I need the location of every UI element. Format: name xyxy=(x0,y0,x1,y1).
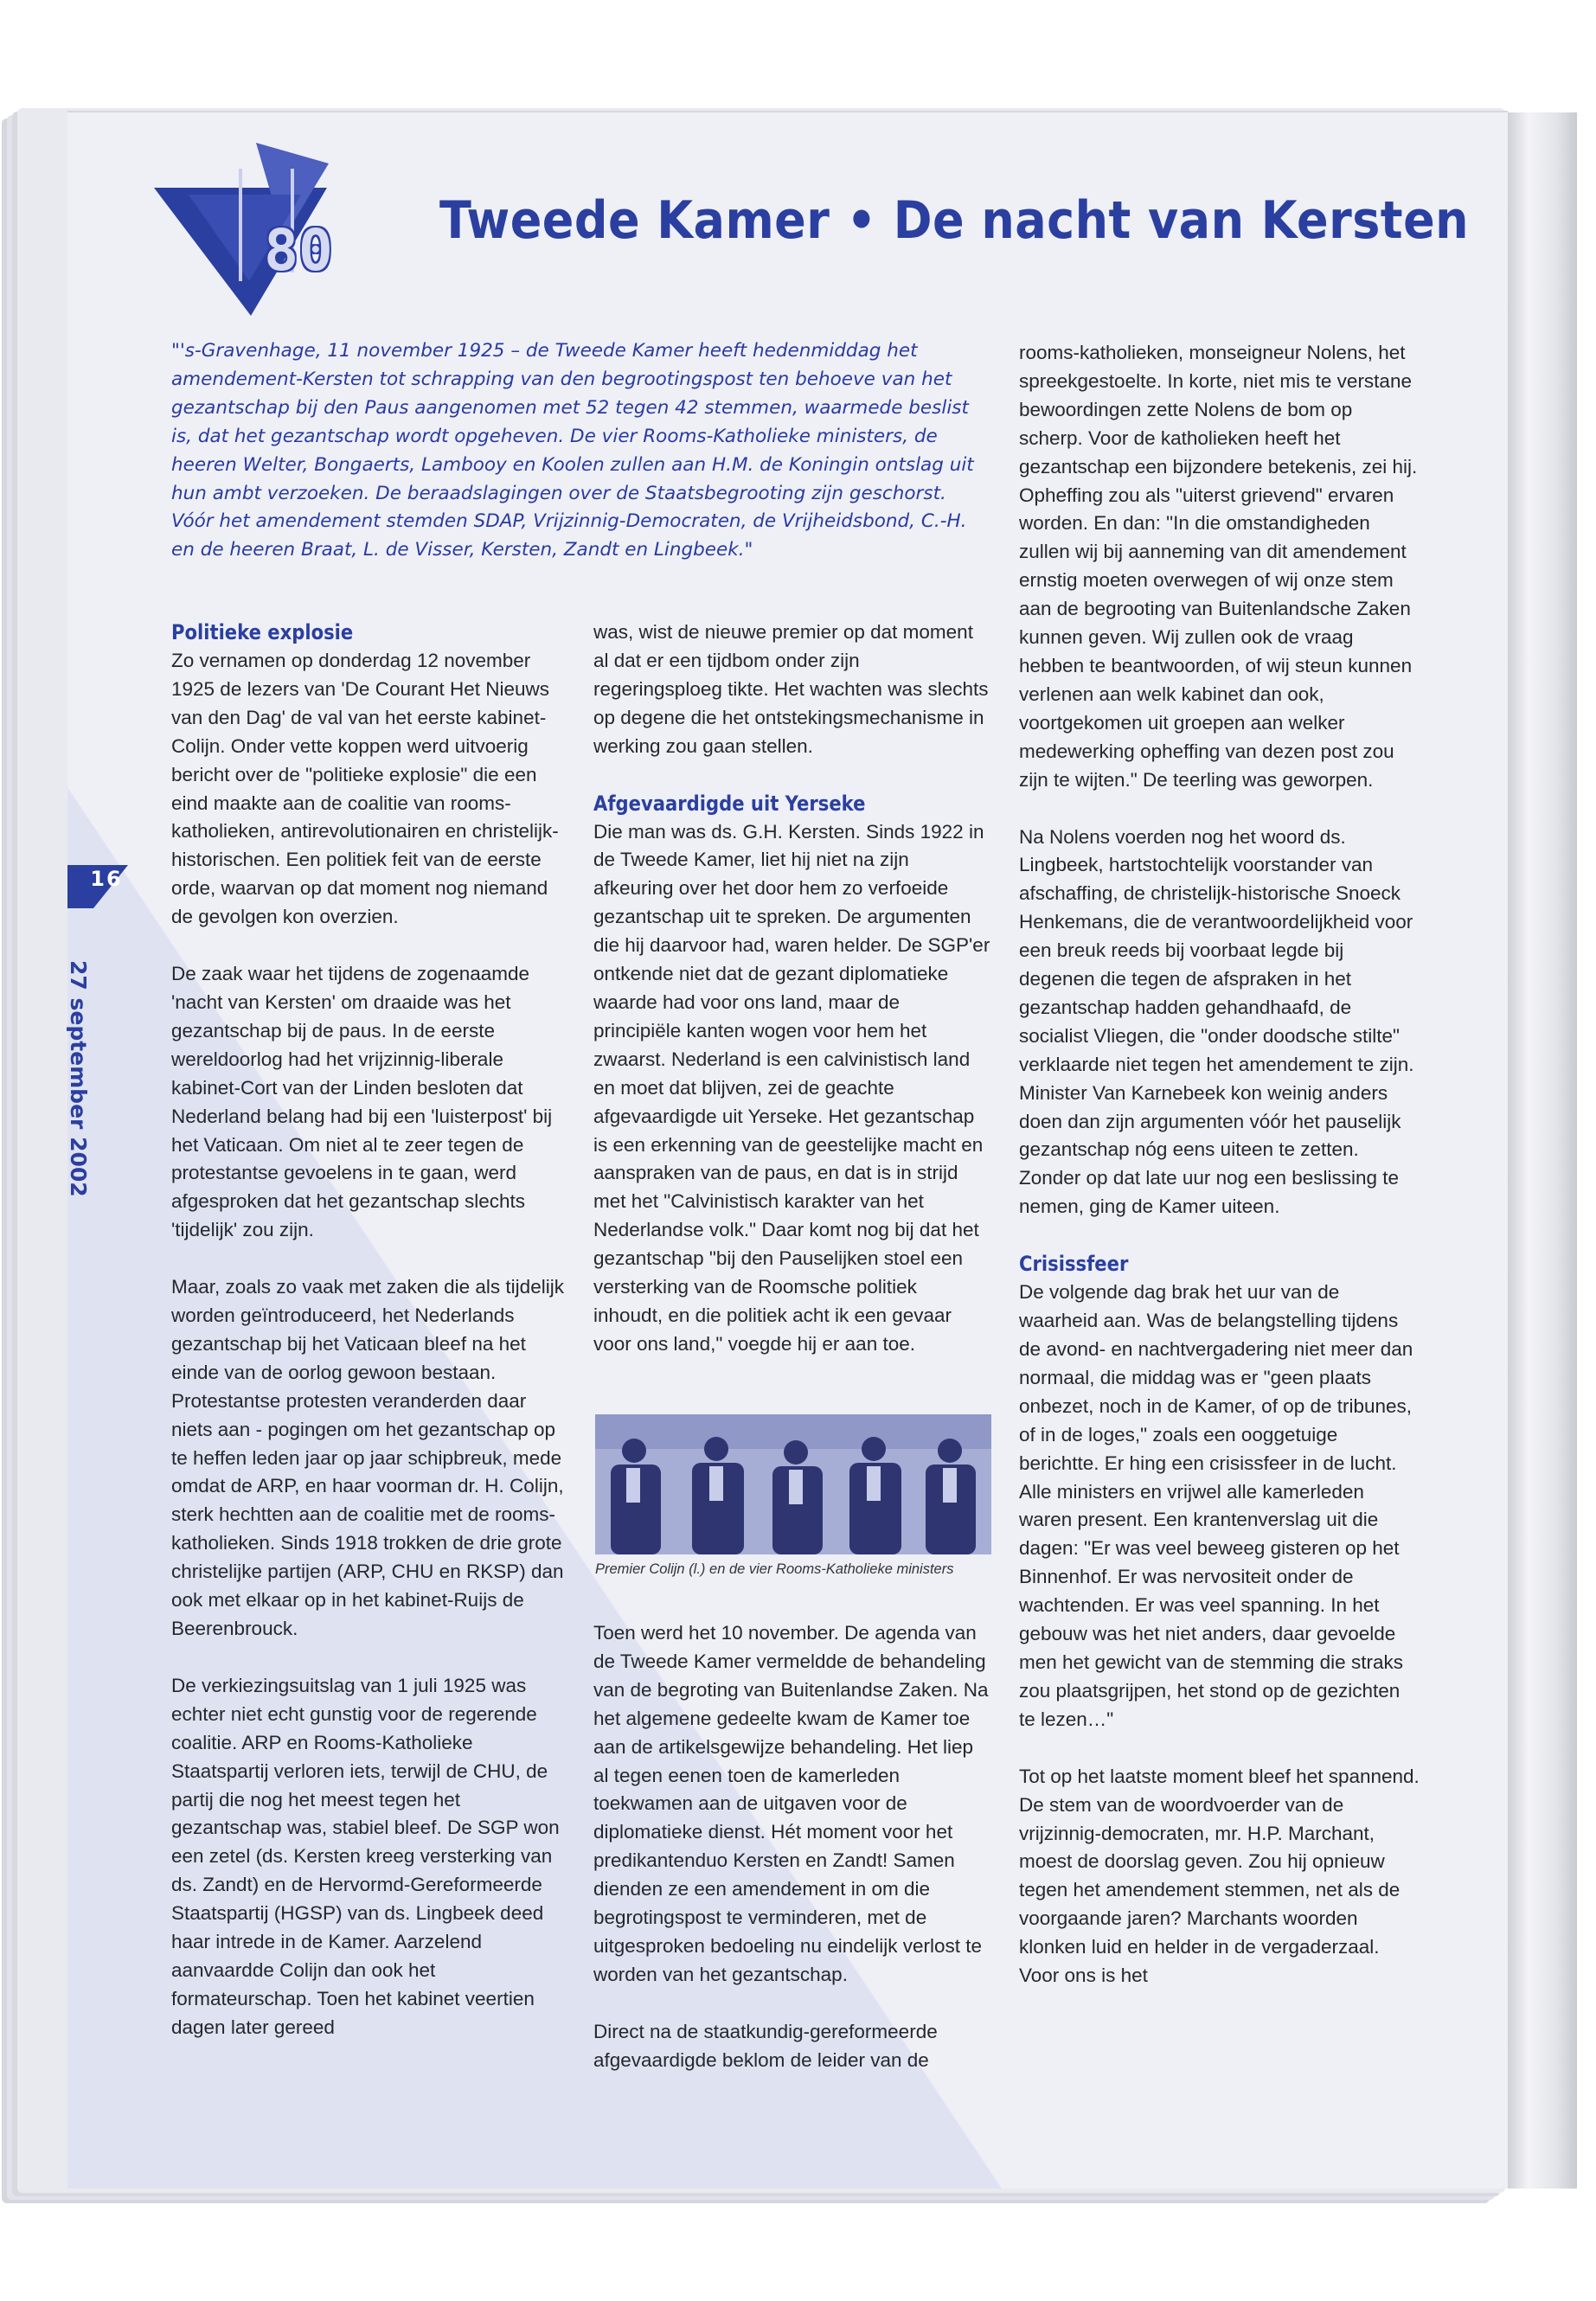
paragraph: Zo vernamen op donderdag 12 november 1925 de lezers van 'De Courant Het Nieuws van den Dag' de val van het eerste kabinet-Colijn. Onder vette koppen werd uitvoerig bericht over de "politieke explosie" die een eind maakte aan de coalitie van rooms-katholieken, antirevolutionairen en christelijk-historischen. Een politiek feit van de eerste orde, waarvan op dat moment nog niemand de gevolgen kon overzien. xyxy=(171,650,559,928)
paragraph: Na Nolens voerden nog het woord ds. Lingbeek, hartstochtelijk voorstander van afschaffing, de christelijk-historische Snoeck Henkemans, die de verantwoordelijkheid voor een breuk reeds bij voorbaat legde bij degenen die tegen de afspraken in het gezantschap hadden gehandhaafd, de socialist Vliegen, die "onder doodsche stilte" verklaarde niet tegen het amendement te zijn. Minister Van Karnebeek kon weinig anders doen dan zijn argumenten vóór het pauselijk gezantschap nóg eens uiteen te zetten. Zonder op dat late uur nog een beslissing te nemen, ging de Kamer uiteen. xyxy=(1019,825,1414,1218)
paragraph: Maar, zoals zo vaak met zaken die als tijdelijk worden geïntroduceerd, het Nederlands gezantschap bij het Vaticaan bleef na het einde van de oorlog gewoon bestaan. Protestantse protesten veranderden daar niets aan - pogingen om het gezantschap op te heffen leden jaar op jaar schipbreuk, mede omdat de ARP, en haar voorman dr. H. Colijn, sterk hechtten aan de coalitie met de rooms-katholieken. Sinds 1918 trokken de drie grote christelijke partijen (ARP, CHU en RKSP) dan ook met elkaar op in het kabinet-Ruijs de Beerenbrouck. xyxy=(171,1276,564,1639)
paragraph: De verkiezingsuitslag van 1 juli 1925 was echter niet echt gunstig voor de regerende coalitie. ARP en Rooms-Katholieke Staatspartij verloren iets, terwijl de CHU, de partij die nog het meest tegen het gezantschap was, stabiel bleef. De SGP won een zetel (ds. Kersten kreeg versterking van ds. Zandt) en de Hervormd-Gereformeerde Staatspartij (HGSP) van ds. Lingbeek deed haar intrede in de Kamer. Aarzelend aanvaardde Colijn dan ook het formateurschap. Toen het kabinet veertien dagen later gereed xyxy=(171,1674,560,2038)
paragraph: was, wist de nieuwe premier op dat moment al dat er een tijdbom onder zijn regeringsploeg tikte. Het wachten was slechts op degene die het ontstekingsmechanisme in werking zou gaan stellen. xyxy=(593,621,989,757)
section-heading: Politieke explosie xyxy=(171,620,354,644)
anniversary-number: 80 xyxy=(264,217,333,284)
section-heading: Crisissfeer xyxy=(1019,1252,1129,1277)
page-number: 16 xyxy=(90,867,123,891)
paragraph: Toen werd het 10 november. De agenda van de Tweede Kamer vermeldde de behandeling van de begroting van Buitenlandse Zaken. Na het algemene gedeelte kwam de Kamer toe aan de artikelsgewijze behandeling. Het liep al tegen eenen toen de kamerleden toekwamen aan de uitgaven voor de diplomatieke dienst. Hét moment voor het predikantenduo Kersten en Zandt! Samen dienden ze een amendement in om die begrotingspost te verminderen, met de uitgesproken bedoeling nu eindelijk verlost te worden van het gezantschap. xyxy=(593,1622,989,1985)
article-column-3 xyxy=(1019,339,1421,1990)
page-title: Tweede Kamer • De nacht van Kersten xyxy=(439,190,1470,251)
paragraph: De zaak waar het tijdens de zogenaamde 'nacht van Kersten' om draaide was het gezantschap bij de paus. In de eerste wereldoorlog had het vrijzinnig-liberale kabinet-Cort van der Linden besloten dat Nederland belang had bij een 'luisterpost' bij het Vaticaan. Om niet al te zeer tegen de protestantse gevoelens in te gaan, werd afgesproken dat het gezantschap slechts 'tijdelijk' zou zijn. xyxy=(171,963,553,1241)
article-column-1 xyxy=(171,619,565,2042)
article-column-2-continued xyxy=(593,1619,991,2075)
historic-photo xyxy=(595,1414,991,1554)
paragraph: Direct na de staatkundig-gereformeerde afgevaardigde beklom de leider van de xyxy=(593,2020,938,2071)
article-column-2 xyxy=(593,619,991,1359)
paragraph: De volgende dag brak het uur van de waarheid aan. Was de belangstelling tijdens de avond- en nachtvergadering niet meer dan normaal, die middag was er "geen plaats onbezet, noch in de Kamer, of op de tribunes, of in de loges," zoals een ooggetuige berichtte. Er hing een crisissfeer in de lucht. Alle ministers en vrijwel alle kamerleden waren present. Een krantenverslag uit die dagen: "Er was veel beweeg gisteren op het Binnenhof. Er was nervositeit onder de wachtenden. Er was veel spanning. In het gebouw was het niet anders, daar gevoelde men het gewicht van de stemming die straks zou plaatsgrijpen, het stond op de gezichten te lezen…" xyxy=(1019,1281,1413,1730)
lead-quote: "'s-Gravenhage, 11 november 1925 – de Tweede Kamer heeft hedenmiddag het amendement-Kersten tot schrapping van den begrootingspost ten behoeve van het gezantschap bij den Paus aangenomen met 52 tegen 42 stemmen, waarmede beslist is, dat het gezantschap wordt opgeheven. De vier Rooms-Katholieke ministers, de heeren Welter, Bongaerts, Lambooy en Koolen zullen aan H.M. de Koningin ontslag uit hun ambt verzoeken. De beraadslagingen over de Staatsbegrooting zijn geschorst. Vóór het amendement stemden SDAP, Vrijzinnig-Democraten, de Vrijheidsbond, C.-H. en de heeren Braat, L. de Visser, Kersten, Zandt en Lingbeek." xyxy=(171,340,974,561)
photo-figures xyxy=(595,1414,991,1554)
paragraph: Tot op het laatste moment bleef het spannend. De stem van de woordvoerder van de vrijzinnig-democraten, mr. H.P. Marchant, moest de doorslag geven. Zou hij opnieuw tegen het amendement stemmen, net als de voorgaande jaren? Marchants woorden klonken luid en helder in de vergaderzaal. Voor ons is het xyxy=(1019,1765,1420,1987)
photo-caption: Premier Colijn (l.) en de vier Rooms-Katholieke ministers xyxy=(595,1561,954,1577)
facing-page-edge xyxy=(1508,112,1577,2189)
section-heading: Afgevaardigde uit Yerseke xyxy=(593,791,866,816)
paragraph: Die man was ds. G.H. Kersten. Sinds 1922 in de Tweede Kamer, liet hij niet na zijn afkeuring over het door hem zo verfoeide gezantschap uit te spreken. De argumenten die hij daarvoor had, waren helder. De SGP'er ontkende niet dat de gezant diplomatieke waarde had voor ons land, maar de principiële kanten wogen voor hem het zwaarst. Nederland is een calvinistisch land en moet dat blijven, zei de geachte afgevaardigde uit Yerseke. Het gezantschap is een erkenning van de geestelijke macht en aanspraken van de paus, en dat is in strijd met het "Calvinistisch karakter van het Nederlandse volk." Daar komt nog bij dat het gezantschap "bij den Pauselijken stoel een versterking van de Roomsche politiek inhoudt, en die politiek acht ik een gevaar voor ons land," voegde hij er aan toe. xyxy=(593,820,990,1355)
paragraph: rooms-katholieken, monseigneur Nolens, het spreekgestoelte. In korte, niet mis te verstane bewoordingen zette Nolens de bom op scherp. Voor de katholieken heeft het gezantschap een bijzondere betekenis, zei hij. Opheffing zou als "uiterst grievend" ervaren worden. En dan: "In die omstandigheden zullen wij bij aanneming van dit amendement ernstig moeten overwegen of wij onze stem aan de begrooting van Buitenlandsche Zaken kunnen geven. Wij zullen ook de vraag hebben te beantwoorden, of wij steun kunnen verlenen aan welk kabinet dan ook, voortgekomen uit groepen aan welker medewerking opheffing van dezen post zou zijn te wijten." De teerling was geworpen. xyxy=(1019,342,1418,791)
issue-date: 27 september 2002 xyxy=(66,960,91,1197)
